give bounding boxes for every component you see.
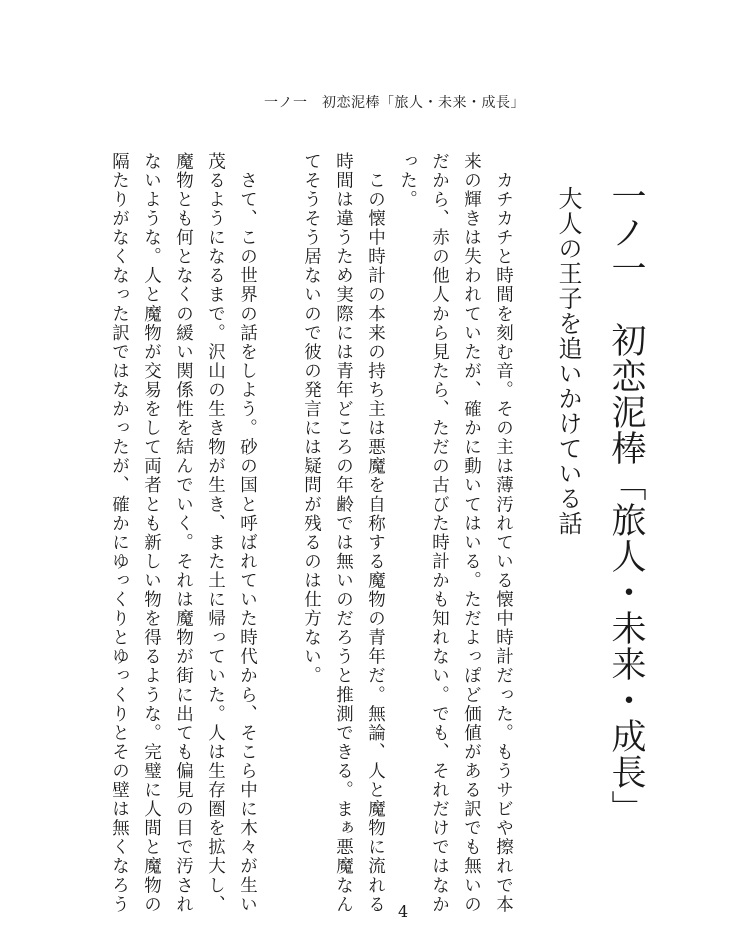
body-line: カチカチと時間を刻む音。その主は薄汚れている懐中時計だった。もうサビや擦れで本 [493,152,514,914]
body-line: 隔たりがなくなった訳ではなかったが、確かにゆっくりとゆっくりとその壁は無くなろう [109,152,130,914]
body-line: 茂るようになるまで。沢山の生き物が生き、また土に帰っていた。人は生存圏を拡大し、 [205,152,226,914]
body-line: 時間は違うため実際には青年どころの年齢では無いのだろうと推測できる。まぁ悪魔なん [333,152,354,914]
body-line: 来の輝きは失われていたが、確かに動いてはいる。ただよっぽど価値がある訳でも無いの [461,152,482,914]
body-line: った。 [397,152,418,210]
body-line: この懐中時計の本来の持ち主は悪魔を自称する魔物の青年だ。無論、人と魔物に流れる [365,152,386,914]
body-line: ないような。人と魔物が交易をして両者とも新しい物を得るような。完璧に人間と魔物の [141,152,162,914]
body-line: だから、赤の他人から見たら、ただの古びた時計かも知れない。でも、それだけではなか [429,152,450,914]
chapter-subtitle: 大人の王子を追いかけている話 [554,186,582,536]
running-header: 一ノ一 初恋泥棒「旅人・未来・成長」 [264,95,525,111]
body-line: 魔物とも何となくの緩い関係性を結んでいく。それは魔物が街に出ても偏見の目で汚され [173,152,194,914]
body-line: さて、この世界の話をしよう。砂の国と呼ばれていた時代から、そこら中に木々が生い [237,152,258,914]
chapter-title: 一ノ一 初恋泥棒「旅人・未来・成長」 [606,178,646,826]
body-line: てそうそう居ないので彼の発言には疑問が残るのは仕方ない。 [301,152,322,686]
page-number: 4 [398,902,409,921]
